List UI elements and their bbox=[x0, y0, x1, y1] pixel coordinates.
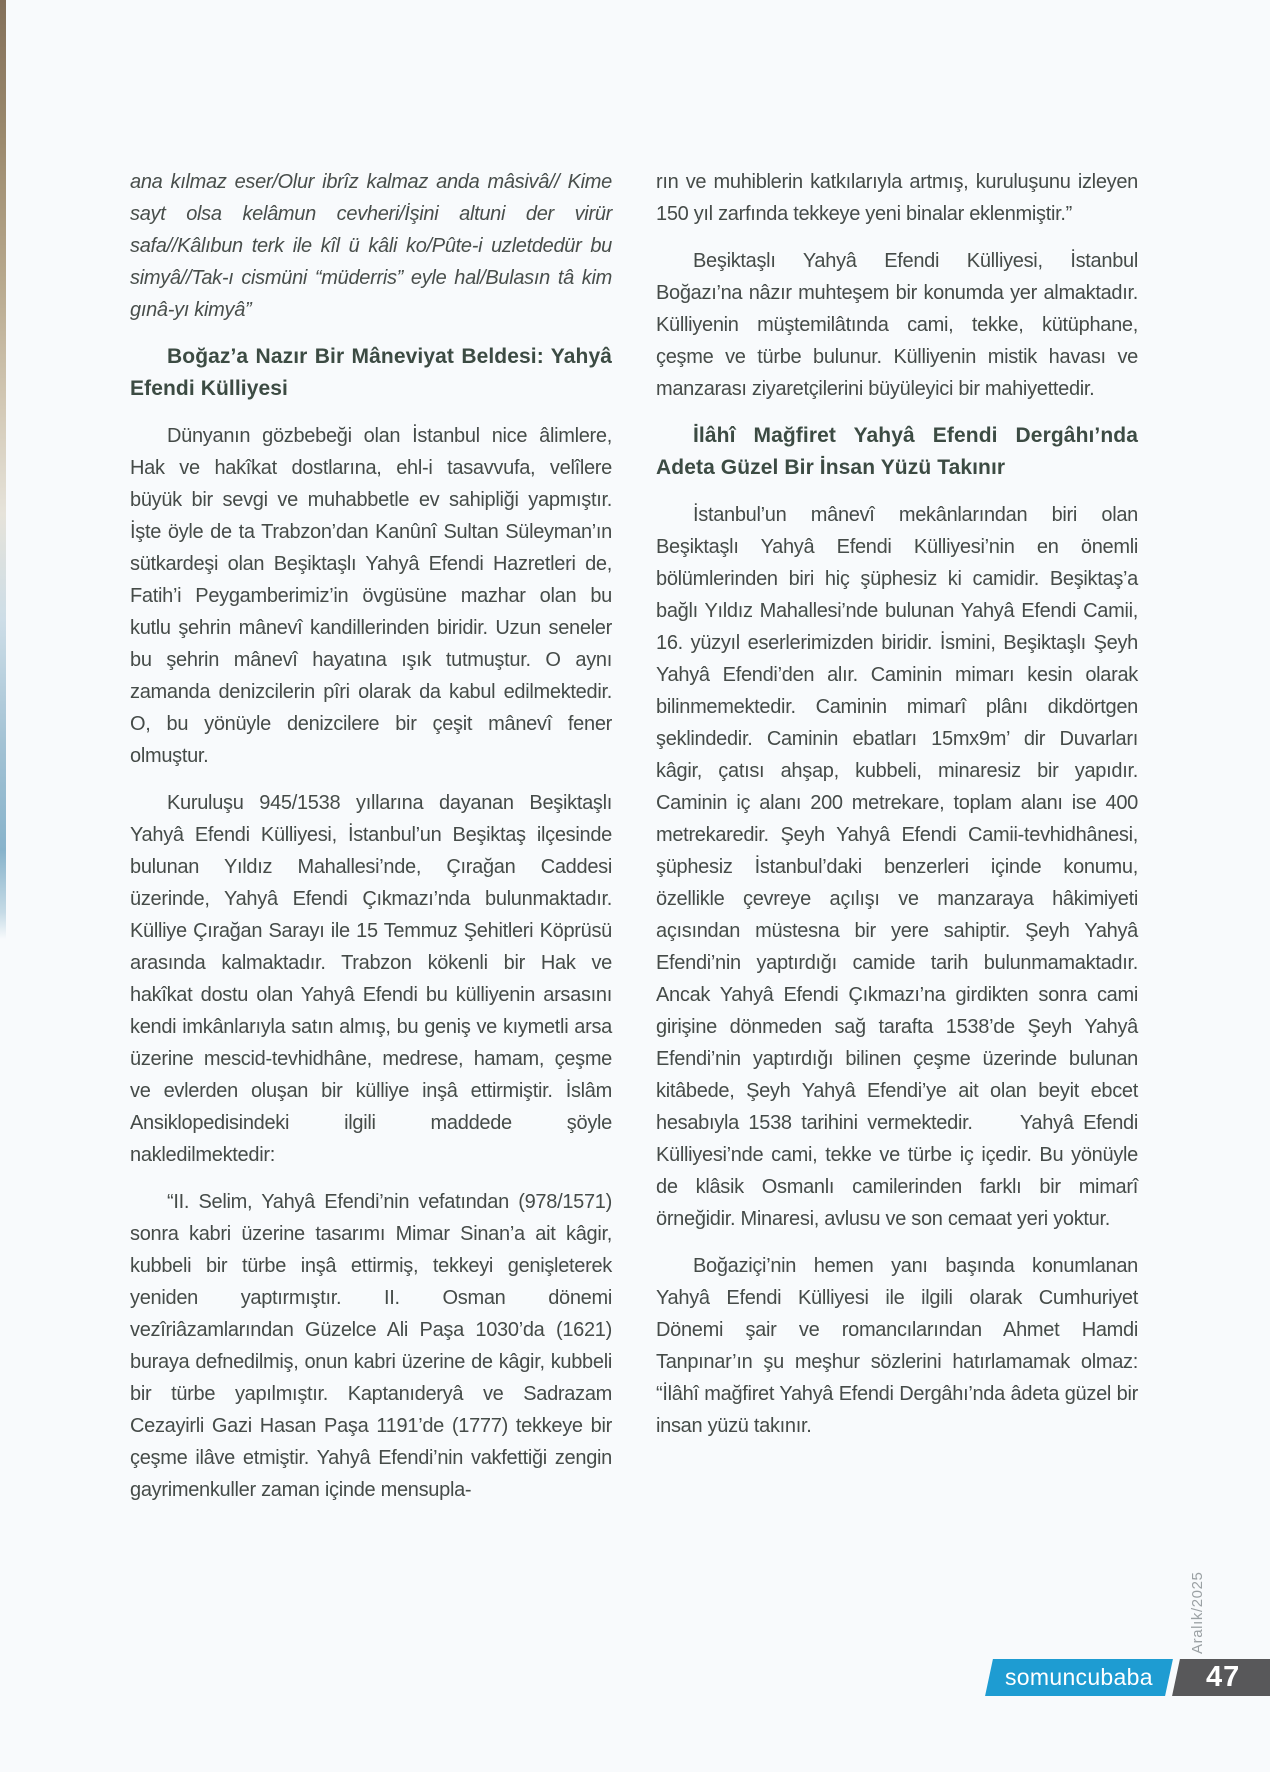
paragraph: Beşiktaşlı Yahyâ Efendi Külliyesi, İstanbul Boğazı’na nâzır muhteşem bir konumda yer almaktadır. Külliyenin müştemilâtında cami, tekke, kütüphane, çeşme ve türbe bulunur. Külliyenin mistik havası ve manzarası ziyaretçilerini büyüleyici bir mahiyettedir. bbox=[656, 250, 1138, 400]
magazine-name: somuncubaba bbox=[1005, 1664, 1153, 1690]
poem-continuation: ana kılmaz eser/Olur ibrîz kalmaz anda mâsivâ// Kime sayt olsa kelâmun cevheri/İşini altuni der virür safa//Kâlıbun terk ile kîl ü kâli ko/Pûte-i uzletdedür bu simyâ//Tak-ı cismüni “müderris” eyle hal/Bulasın tâ kim gınâ-yı kimyâ” bbox=[130, 171, 612, 321]
adjacent-page-edge bbox=[0, 0, 6, 1772]
section-heading-ilahi-magfiret: İlâhî Mağfiret Yahyâ Efendi Dergâhı’nda Adeta Güzel Bir İnsan Yüzü Takınır bbox=[656, 424, 1138, 479]
page-number-block bbox=[1172, 1659, 1270, 1696]
paragraph: Kuruluşu 945/1538 yıllarına dayanan Beşiktaşlı Yahyâ Efendi Külliyesi, İstanbul’un Beşiktaş ilçesinde bulunan Yıldız Mahallesi’nde, Çırağan Caddesi üzerinde, Yahyâ Efendi Çıkmazı’nda bulunmaktadır. Külliye Çırağan Sarayı ile 15 Temmuz Şehitleri Köprüsü arasında kalmaktadır. Trabzon kökenli bir Hak ve hakîkat dostu olan Yahyâ Efendi bu külliyenin arsasını kendi imkânlarıyla satın almış, bu geniş ve kıymetli arsa üzerine mescid-tevhidhâne, medrese, hamam, çeşme ve evlerden oluşan bir külliye inşâ ettirmiştir. İslâm Ansiklopedisindeki ilgili maddede şöyle nakledilmektedir: bbox=[130, 792, 612, 1166]
issue-date-label: Aralık/2025 bbox=[1189, 1571, 1206, 1654]
paragraph: İstanbul’un mânevî mekânlarından biri olan Beşiktaşlı Yahyâ Efendi Külliyesi’nin en önemli bölümlerinden biri hiç şüphesiz ki camidir. Beşiktaş’a bağlı Yıldız Mahallesi’nde bulunan Yahyâ Efendi Camii, 16. yüzyıl eserlerimizden biridir. İsmini, Beşiktaşlı Şeyh Yahyâ Efendi’den alır. Caminin mimarı kesin olarak bilinmemektedir. Caminin mimarî plânı dikdörtgen şeklindedir. Caminin ebatları 15mx9m’ dir Duvarları kâgir, çatısı ahşap, kubbeli, minaresiz bir yapıdır. Caminin iç alanı 200 metrekare, toplam alanı ise 400 metrekaredir. Şeyh Yahyâ Efendi Camii-tevhidhânesi, şüphesiz İstanbul’daki benzerleri içinde konumu, özellikle çevreye açılışı ve manzaraya hâkimiyeti açısından müstesna bir yere sahiptir. Şeyh Yahyâ Efendi’nin yaptırdığı camide tarih bulunmamaktadır. Ancak Yahyâ Efendi Çıkmazı’na girdikten sonra cami girişine dönmeden sağ tarafta 1538’de Şeyh Yahyâ Efendi’nin yaptırdığı bilinen çeşme üzerinde bulunan kitâbede, Şeyh Yahyâ Efendi’ye ait olan beyit ebcet hesabıyla 1538 tarihini vermektedir. Yahyâ Efendi Külliyesi’nde cami, tekke ve türbe iç içedir. Bu yönüyle de klâsik Osmanlı camilerinden farklı bir mimarî örneğidir. Minaresi, avlusu ve son cemaat yeri yoktur. bbox=[656, 504, 1138, 1230]
paragraph-continuation: rın ve muhiblerin katkılarıyla artmış, kuruluşunu izleyen 150 yıl zarfında tekkeye yeni binalar eklenmiştir.” bbox=[656, 171, 1138, 225]
right-text-column bbox=[656, 166, 1138, 1457]
paragraph: Boğaziçi’nin hemen yanı başında konumlanan Yahyâ Efendi Külliyesi ile ilgili olarak Cumhuriyet Dönemi şair ve romancılarından Ahmet Hamdi Tanpınar’ın şu meşhur sözlerini hatırlamamak olmaz: “İlâhî mağfiret Yahyâ Efendi Dergâhı’nda âdeta güzel bir insan yüzü takınır. bbox=[656, 1255, 1138, 1437]
section-heading-bogaza-nazir: Boğaz’a Nazır Bir Mâneviyat Beldesi: Yahyâ Efendi Külliyesi bbox=[130, 345, 612, 400]
paragraph: “II. Selim, Yahyâ Efendi’nin vefatından (978/1571) sonra kabri üzerine tasarımı Mimar Sinan’a ait kâgir, kubbeli bir türbe inşâ ettirmiş, tekkeyi genişleterek yeniden yaptırmıştır. II. Osman dönemi vezîriâzamlarından Güzelce Ali Paşa 1030’da (1621) buraya defnedilmiş, onun kabri üzerine de kâgir, kubbeli bir türbe yapılmıştır. Kaptanıderyâ ve Sadrazam Cezayirli Gazi Hasan Paşa 1191’de (1777) tekkeye bir çeşme ilâve etmiştir. Yahyâ Efendi’nin vakfettiği zengin gayrimenkuller zaman içinde mensupla- bbox=[130, 1191, 612, 1501]
left-text-column bbox=[130, 166, 612, 1521]
paragraph: Dünyanın gözbebeği olan İstanbul nice âlimlere, Hak ve hakîkat dostlarına, ehl-i tasavvufa, velîlere büyük bir sevgi ve muhabbetle ev sahipliği yapmıştır. İşte öyle de ta Trabzon’dan Kanûnî Sultan Süleyman’ın sütkardeşi olan Beşiktaşlı Yahyâ Efendi Hazretleri de, Fatih’i Peygamberimiz’in övgüsüne mazhar olan bu kutlu şehrin mânevî kandillerinden biridir. Uzun seneler bu şehrin mânevî hayatına ışık tutmuştur. O aynı zamanda denizcilerin pîri olarak da kabul edilmektedir. O, bu yönüyle denizcilere bir çeşit mânevî fener olmuştur. bbox=[130, 425, 612, 767]
magazine-logo bbox=[985, 1659, 1173, 1696]
page-number: 47 bbox=[1206, 1661, 1241, 1693]
footer-page-badge bbox=[989, 1659, 1270, 1696]
